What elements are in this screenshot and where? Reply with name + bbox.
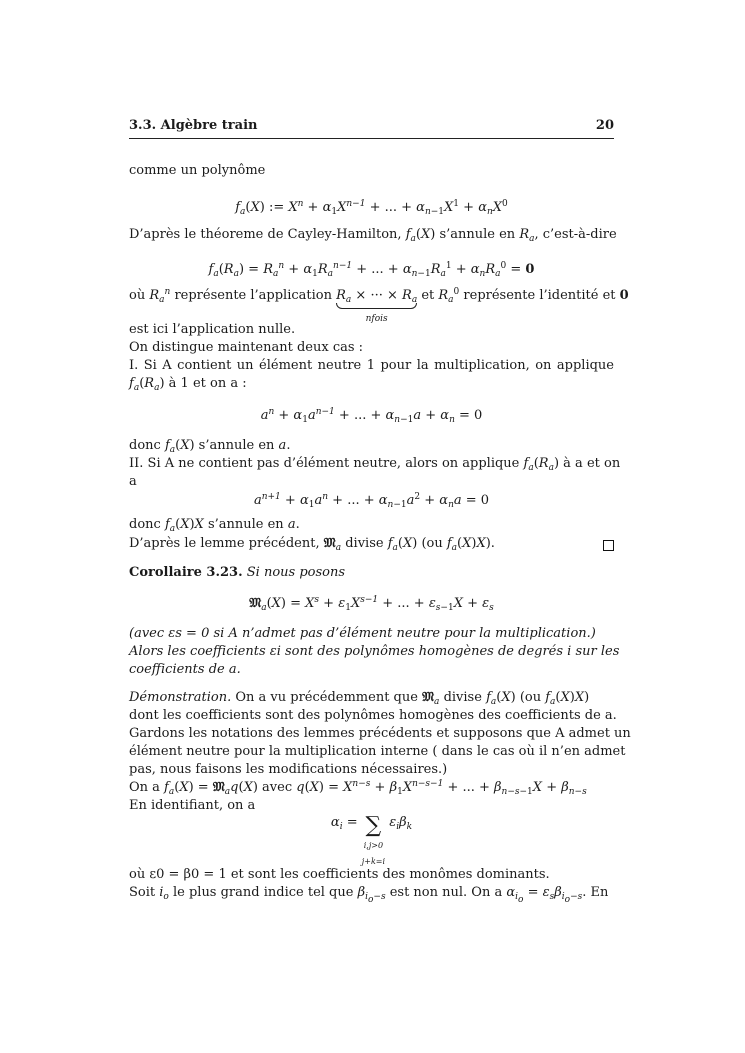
- equation-cayley: $f_a(R_a) = R_a^n + \alpha_1R_a^{n-1}$ + ... + $\alpha_{n-1}R_a^1 + \alpha_nR_a^0 = 0$: [208, 261, 535, 279]
- qed-square-icon: [603, 540, 614, 551]
- text-line: I. Si A contient un élément neutre 1 pour la multiplication, on applique: [129, 358, 614, 373]
- text-line: D’après le théoreme de Cayley-Hamilton, $f_a(X)$ s’annule en $R_a$, c’est-à-dire: [129, 227, 617, 244]
- text-line: est ici l’application nulle.: [129, 322, 296, 337]
- running-header: [129, 118, 614, 139]
- text-line: II. Si A ne contient pas d’élément neutre, alors on applique $f_a(R_a)$ à a et on: [129, 456, 621, 473]
- underbrace: $R_a$ × ··· × $R_a$ nfois: [336, 288, 418, 324]
- equation-sum: $\alpha_i$ = ∑ i,j>0 j+k=i $\varepsilon_i\beta_k$: [129, 815, 614, 869]
- corollary-text: (avec εs = 0 si A n’admet pas d’élément neutre pour la multiplication.): [129, 626, 596, 641]
- section-title: 3.3. Algèbre train: [129, 118, 258, 133]
- proof-line: pas, nous faisons les modifications nécessaires.): [129, 762, 448, 777]
- equation-case1: $a^n + \alpha_1a^{n-1}$ + ... + $\alpha_{n-1}a + \alpha_n = 0$: [260, 407, 483, 425]
- corollary-heading: Corollaire 3.23. Si nous posons: [129, 565, 346, 580]
- text-line: $f_a(R_a)$ à 1 et on a :: [129, 376, 247, 393]
- page: [129, 0, 631, 1053]
- proof-line: élément neutre pour la multiplication interne ( dans le cas où il n’en admet: [129, 744, 626, 759]
- text-line: comme un polynôme: [129, 163, 266, 178]
- text-line: où $R_a^n$ représente l’application $R_a$ × ··· × $R_a$ nfois et $R_a^0$ représente l’identité et 0: [129, 287, 629, 324]
- proof-line: On a $f_a(X)$ = 𝔐$_a$q(X) avec $q(X) = X^{n-s} + \beta_1X^{n-s-1}$ + ... + $\beta_{n-s-1}X + \beta_{n-s}$: [129, 779, 587, 797]
- sum-symbol: ∑ i,j>0 j+k=i: [361, 813, 386, 866]
- corollary-text: coefficients de a.: [129, 662, 241, 677]
- proof-line: dont les coefficients sont des polynômes homogènes des coefficients de a.: [129, 708, 617, 723]
- equation-case2: $a^{n+1} + \alpha_1a^n$ + ... + $\alpha_{n-1}a^2 + \alpha_na = 0$: [253, 492, 490, 510]
- proof-line: Démonstration. On a vu précédemment que 𝔐$_a$ divise $f_a(X)$ (ou $f_a(X)X$): [129, 690, 590, 707]
- proof-line: où ε0 = β0 = 1 et sont les coefficients des monômes dominants.: [129, 867, 550, 882]
- text-line: On distingue maintenant deux cas :: [129, 340, 364, 355]
- corollary-text: Alors les coefficients εi sont des polynômes homogènes de degrés i sur les: [129, 644, 620, 659]
- equation-fa: $f_a(X)$ := $X^n + \alpha_1X^{n-1}$ + ... + $\alpha_{n-1}X^1 + \alpha_nX^0$: [235, 199, 508, 217]
- equation-ma: 𝔐$_a$(X) = $X^s + \varepsilon_1X^{s-1}$ + ... + $\varepsilon_{s-1}X + \varepsilon_s$: [249, 595, 494, 613]
- proof-line: Soit $i_o$ le plus grand indice tel que $\beta_{i_o-s}$ est non nul. On a $\alpha_{i_o} = \varepsilon_s\beta_{i_o-s}$. En: [129, 885, 609, 905]
- text-line: a: [129, 474, 137, 489]
- proof-line: Gardons les notations des lemmes précédents et supposons que A admet un: [129, 726, 631, 741]
- text-line: D’après le lemme précédent, 𝔐$_a$ divise $f_a(X)$ (ou $f_a(X)X$).: [129, 536, 495, 553]
- page-number: 20: [595, 118, 614, 133]
- text-line: donc $f_a(X)$ s’annule en a.: [129, 438, 291, 455]
- text-line: donc $f_a(X)X$ s’annule en a.: [129, 517, 300, 534]
- proof-line: En identifiant, on a: [129, 798, 256, 813]
